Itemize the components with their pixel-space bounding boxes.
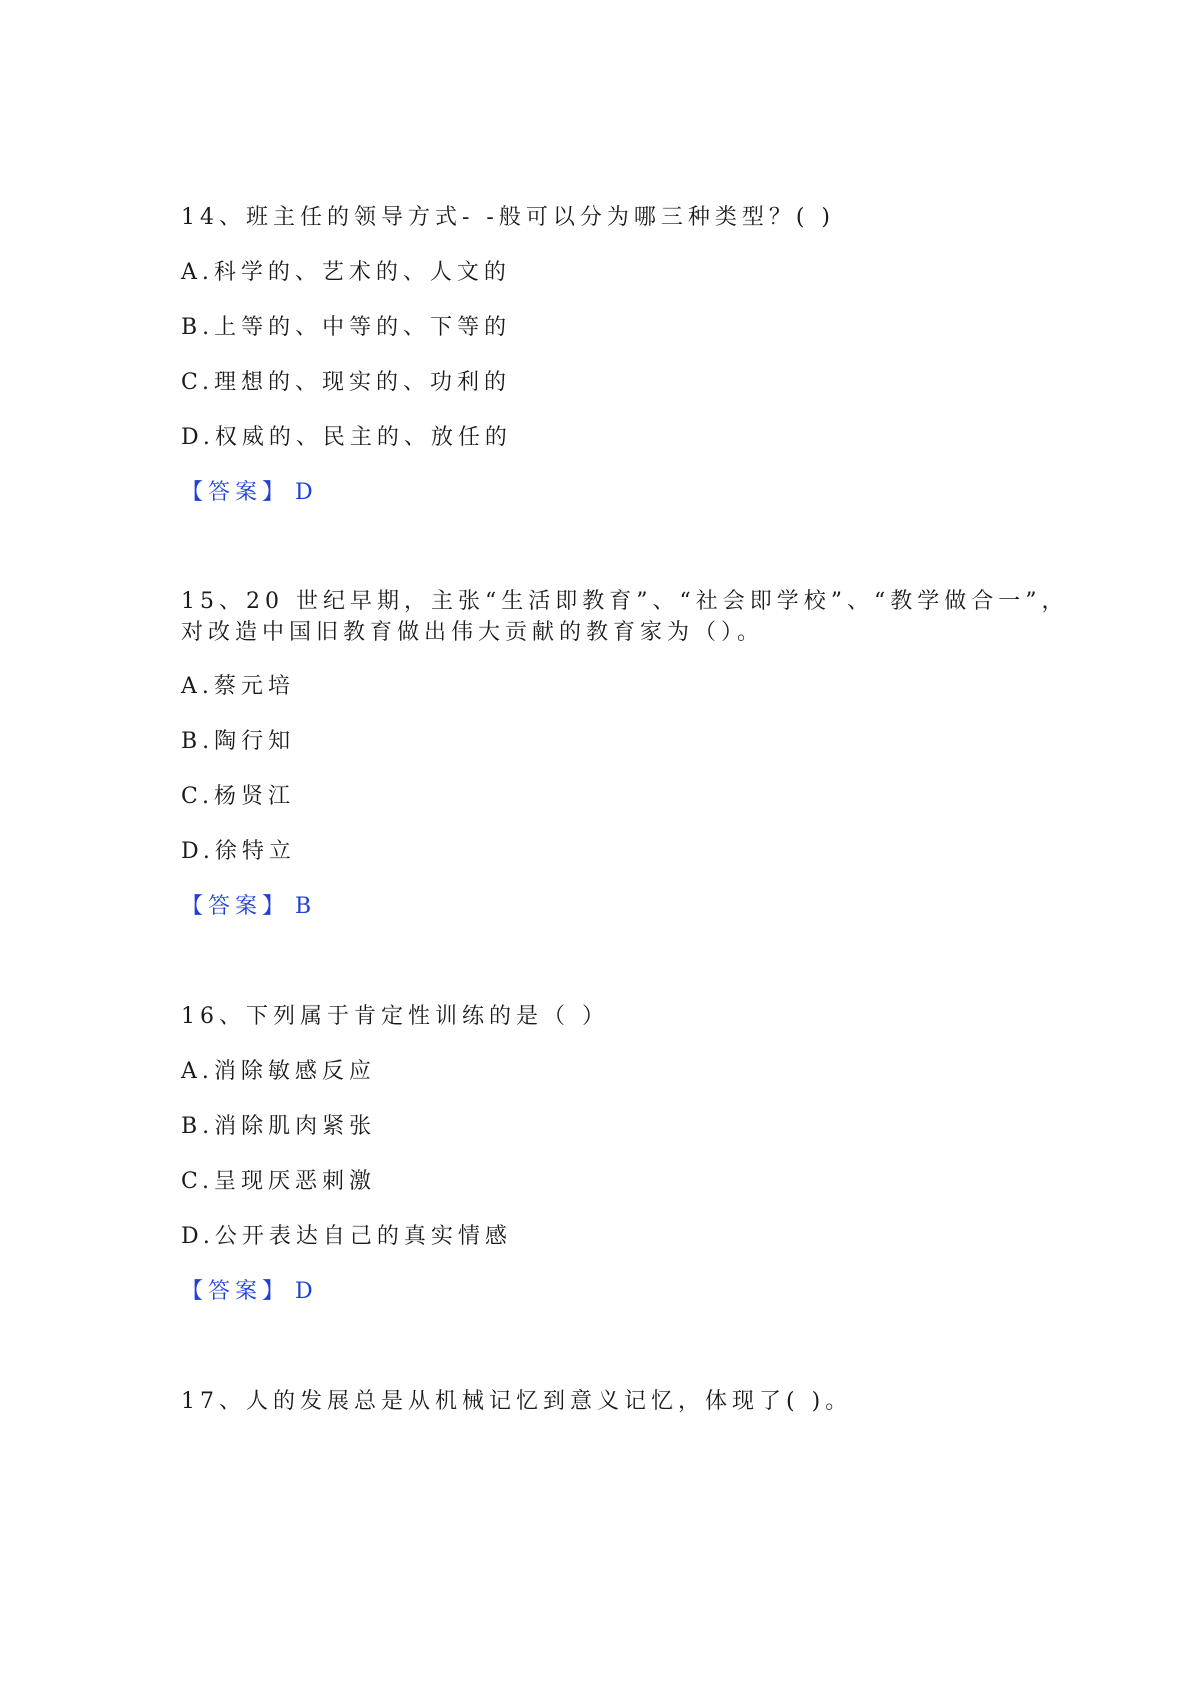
question-stem: 16、下列属于肯定性训练的是（ ） — [181, 1004, 609, 1029]
option-a: A.蔡元培 — [181, 674, 295, 699]
question-stem: 15、20 世纪早期，主张“生活即教育”、“社会即学校”、“教学做合一”， — [181, 589, 1069, 614]
option-b: B.陶行知 — [181, 729, 296, 754]
question-stem-continued: 对改造中国旧教育做出伟大贡献的教育家为（）。 — [181, 620, 765, 645]
answer-label: 【答案】 — [181, 1279, 290, 1304]
question-stem: 14、班主任的领导方式- -般可以分为哪三种类型？( ) — [181, 205, 836, 230]
answer-label: 【答案】 — [181, 480, 290, 505]
answer-value: D — [295, 480, 318, 505]
option-d: D.权威的、民主的、放任的 — [181, 425, 512, 450]
question-stem: 17、人的发展总是从机械记忆到意义记忆，体现了( )。 — [181, 1389, 853, 1414]
answer-label: 【答案】 — [181, 894, 290, 919]
answer-line — [181, 892, 316, 922]
option-b: B.消除肌肉紧张 — [181, 1114, 377, 1139]
option-d: D.徐特立 — [181, 839, 296, 864]
option-a: A.科学的、艺术的、人文的 — [181, 260, 511, 285]
answer-line — [181, 1277, 318, 1307]
answer-value: B — [295, 894, 317, 919]
answer-value: D — [295, 1279, 318, 1304]
option-b: B.上等的、中等的、下等的 — [181, 315, 512, 340]
option-d: D.公开表达自己的真实情感 — [181, 1224, 512, 1249]
answer-line — [181, 478, 318, 508]
option-a: A.消除敏感反应 — [181, 1059, 376, 1084]
option-c: C.杨贤江 — [181, 784, 296, 809]
option-c: C.呈现厌恶刺激 — [181, 1169, 377, 1194]
option-c: C.理想的、现实的、功利的 — [181, 370, 512, 395]
